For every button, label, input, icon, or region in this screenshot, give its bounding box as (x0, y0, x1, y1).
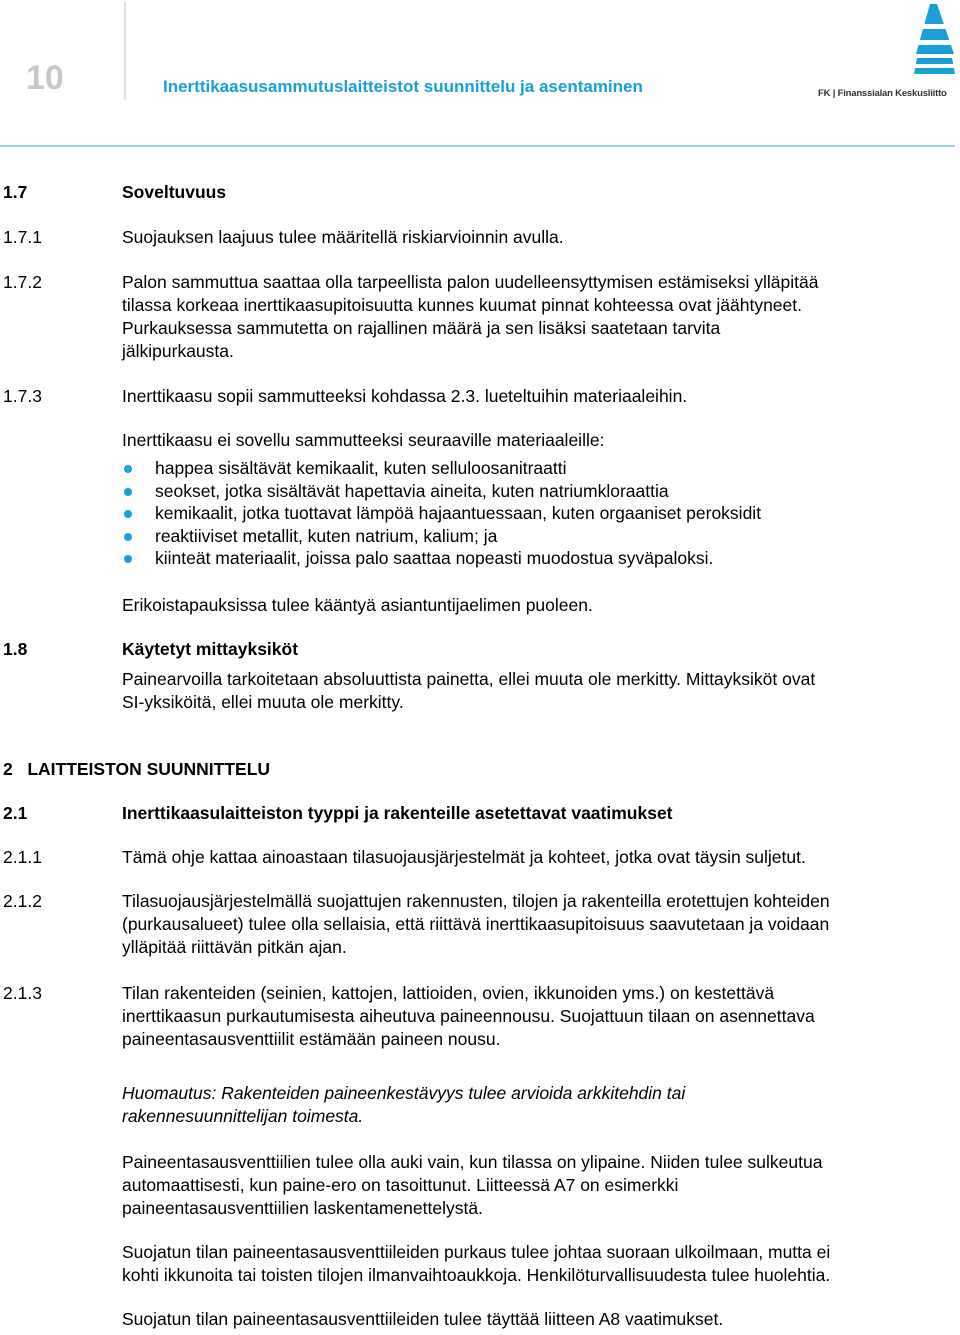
paragraph-line: jälkipurkausta. (122, 341, 234, 361)
list-item: seokset, jotka sisältävät hapettavia aineita, kuten natriumkloraattia (122, 480, 761, 503)
note (122, 1082, 954, 1128)
header-divider (124, 2, 126, 100)
paragraph-line: Suojatun tilan paineentasausventtiileiden purkaus tulee johtaa suoraan ulkoilmaan, mutta ei (122, 1242, 831, 1262)
list-item: happea sisältävät kemikaalit, kuten selluloosanitraatti (122, 457, 761, 480)
bullet-list (122, 457, 761, 570)
list-item: kemikaalit, jotka tuottavat lämpöä hajaantuessaan, kuten orgaaniset peroksidit (122, 502, 761, 525)
paragraph (122, 1241, 954, 1287)
section-number: 2.1.3 (3, 983, 42, 1003)
header-rule (0, 145, 955, 147)
paragraph-line: Tilasuojausjärjestelmällä suojattujen rakennusten, tilojen ja rakenteilla erotettujen kohteiden (122, 891, 830, 911)
note-line: rakennesuunnittelijan toimesta. (122, 1106, 364, 1126)
paragraph (122, 668, 954, 714)
paragraph: Suojauksen laajuus tulee määritellä riskiarvioinnin avulla. (122, 227, 564, 247)
paragraph: Tämä ohje kattaa ainoastaan tilasuojausjärjestelmät ja kohteet, jotka ovat täysin suljetut. (122, 847, 806, 867)
paragraph-line: Palon sammuttua saattaa olla tarpeellista palon uudelleensyttymisen estämiseksi ylläpitää (122, 272, 819, 292)
section-number: 1.7 (3, 182, 28, 202)
section-number: 1.7.2 (3, 272, 42, 292)
bullet-icon (124, 555, 132, 563)
note-line: Huomautus: Rakenteiden paineenkestävyys tulee arvioida arkkitehdin tai (122, 1083, 686, 1103)
paragraph-line: tilassa korkeaa inerttikaasupitoisuutta kunnes kuumat pinnat kohteessa ovat jäähtyneet. (122, 295, 802, 315)
paragraph-line: paineentasausventtiilien laskentamenettelystä. (122, 1198, 483, 1218)
list-item: reaktiiviset metallit, kuten natrium, kalium; ja (122, 525, 761, 548)
section-number: 1.8 (3, 639, 28, 659)
section-title: Käytetyt mittayksiköt (122, 639, 299, 659)
page-number: 10 (26, 59, 64, 97)
section-title: Inerttikaasulaitteiston tyyppi ja rakenteille asetettavat vaatimukset (122, 803, 673, 823)
paragraph-line: Paineentasausventtiilien tulee olla auki vain, kun tilassa on ylipaine. Niiden tulee sulkeutua (122, 1152, 823, 1172)
paragraph (122, 890, 954, 959)
fk-logo-icon (812, 0, 957, 100)
paragraph-line: Tilan rakenteiden (seinien, kattojen, lattioiden, ovien, ikkunoiden yms.) on kestettävä (122, 983, 775, 1003)
paragraph (122, 982, 954, 1051)
paragraph: Suojatun tilan paineentasausventtiileiden tulee täyttää liitteen A8 vaatimukset. (122, 1309, 724, 1329)
paragraph-line: Purkauksessa sammutetta on rajallinen määrä ja sen lisäksi saatetaan tarvita (122, 318, 721, 338)
bullet-icon (124, 488, 132, 496)
paragraph-line: paineentasausventtiilit estämään paineen nousu. (122, 1029, 501, 1049)
logo-text: FK | Finanssialan Keskusliitto (818, 88, 947, 99)
section-title: Soveltuvuus (122, 182, 227, 202)
bullet-icon (124, 465, 132, 473)
paragraph-line: Painearvoilla tarkoitetaan absoluuttista painetta, ellei muuta ole merkitty. Mittayksiköt ovat (122, 669, 816, 689)
header-title: Inerttikaasusammutuslaitteistot suunnittelu ja asentaminen (163, 77, 643, 96)
paragraph: Erikoistapauksissa tulee kääntyä asiantuntijaelimen puoleen. (122, 595, 593, 615)
section-number: 1.7.1 (3, 227, 42, 247)
paragraph-line: (purkausalueet) tulee olla sellaisia, että riittävä inerttikaasupitoisuus saavutetaan ja voidaan (122, 914, 830, 934)
section-number: 1.7.3 (3, 386, 42, 406)
paragraph: Inerttikaasu ei sovellu sammutteeksi seuraaville materiaaleille: (122, 430, 605, 450)
paragraph-line: SI-yksiköitä, ellei muuta ole merkitty. (122, 692, 404, 712)
section-number: 2.1.1 (3, 847, 42, 867)
bullet-icon (124, 533, 132, 541)
paragraph-line: inerttikaasun purkautumisesta aiheutuva paineennousu. Suojattuun tilaan on asennettava (122, 1006, 815, 1026)
section-number: 2.1.2 (3, 891, 42, 911)
list-item: kiinteät materiaalit, joissa palo saattaa nopeasti muodostua syväpaloksi. (122, 547, 761, 570)
paragraph: Inerttikaasu sopii sammutteeksi kohdassa 2.3. lueteltuihin materiaaleihin. (122, 386, 688, 406)
paragraph (122, 271, 954, 363)
paragraph-line: ylläpitää riittävän pitkän ajan. (122, 937, 347, 957)
paragraph-line: automaattisesti, kun paine-ero on tasoittunut. Liitteessä A7 on esimerkki (122, 1175, 679, 1195)
paragraph-line: kohti ikkunoita tai toisten tilojen ilmanvaihtoaukkoja. Henkilöturvallisuudesta tulee huolehtia. (122, 1265, 831, 1285)
section-number: 2.1 (3, 803, 28, 823)
bullet-icon (124, 510, 132, 518)
chapter-heading: 2 LAITTEISTON SUUNNITTELU (3, 759, 271, 779)
paragraph (122, 1151, 954, 1220)
